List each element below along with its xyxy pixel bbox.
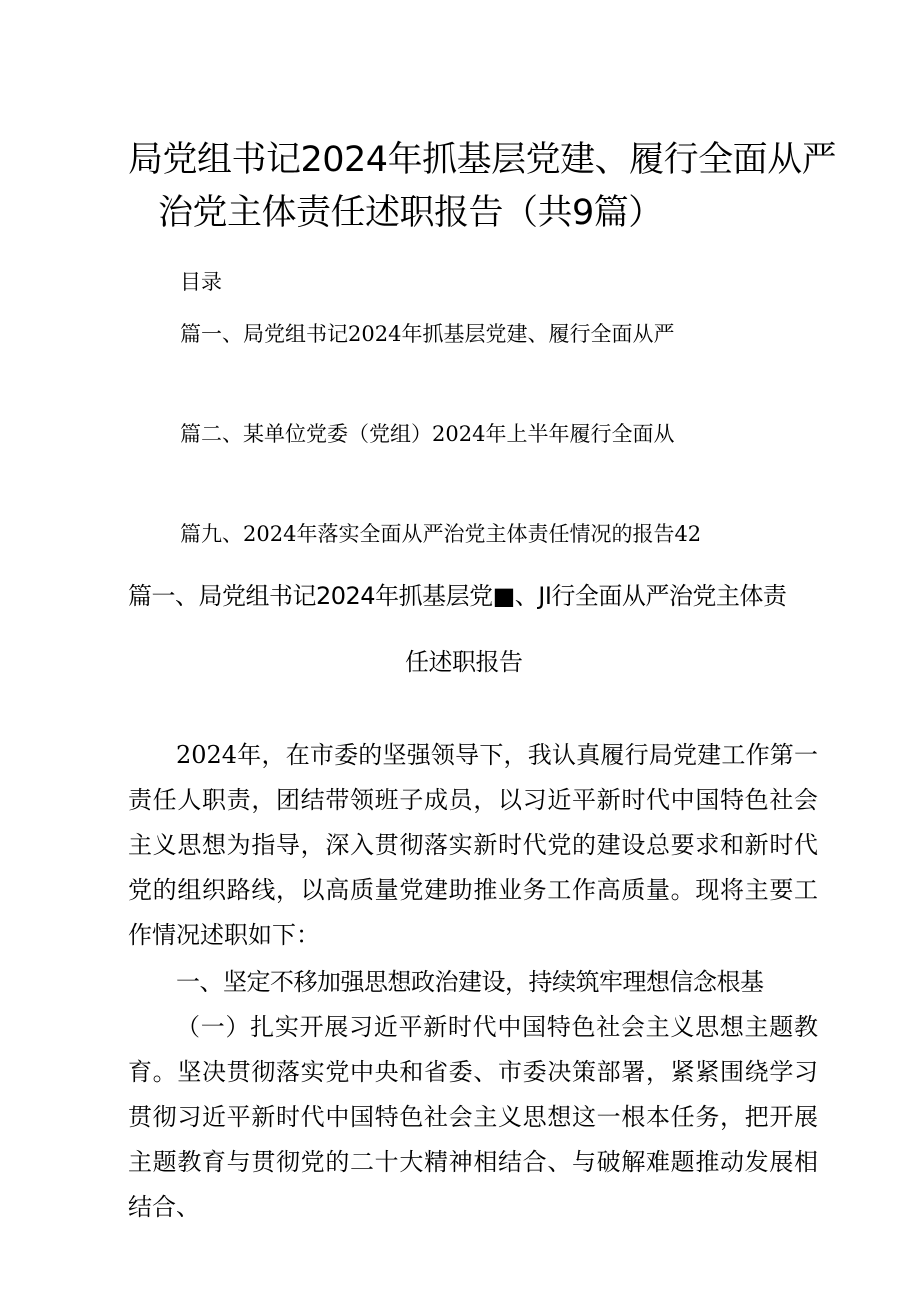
document-title-line1: 局党组书记2024年抓基层党建、履行全面从严 <box>128 140 837 180</box>
document-body <box>128 733 818 1230</box>
document-title-line2: 治党主体责任述职报告（共9篇） <box>158 193 663 233</box>
toc-item-2[interactable]: 篇二、某单位党委（党组）2024年上半年履行全面从 <box>180 422 675 446</box>
toc-item-1[interactable]: 篇一、局党组书记2024年抓基层党建、履行全面从严 <box>180 322 675 346</box>
section-title-line2: 任述职报告 <box>405 648 523 676</box>
toc-heading: 目录 <box>180 270 222 294</box>
section-title-line1: 篇一、局党组书记2024年抓基层党■、JI行全面从严治党主体责 <box>128 582 787 610</box>
body-paragraph-2: （一）扎实开展习近平新时代中国特色社会主义思想主题教育。坚决贯彻落实党中央和省委、市委决策部署，紧紧围绕学习贯彻习近平新时代中国特色社会主义思想这一根本任务，把开展主题教育与贯彻党的二十大精神相结合、与破解难题推动发展相结合、 <box>128 1013 818 1221</box>
body-paragraph-1: 2024年，在市委的坚强领导下，我认真履行局党建工作第一责任人职责，团结带领班子成员，以习近平新时代中国特色社会主义思想为指导，深入贯彻落实新时代党的建设总要求和新时代党的组织路线，以高质量党建助推业务工作高质量。现将主要工作情况述职如下： <box>128 741 818 949</box>
toc-item-9[interactable]: 篇九、2024年落实全面从严治党主体责任情况的报告42 <box>180 522 702 546</box>
body-heading-1: 一、坚定不移加强思想政治建设，持续筑牢理想信念根基 <box>176 968 764 996</box>
